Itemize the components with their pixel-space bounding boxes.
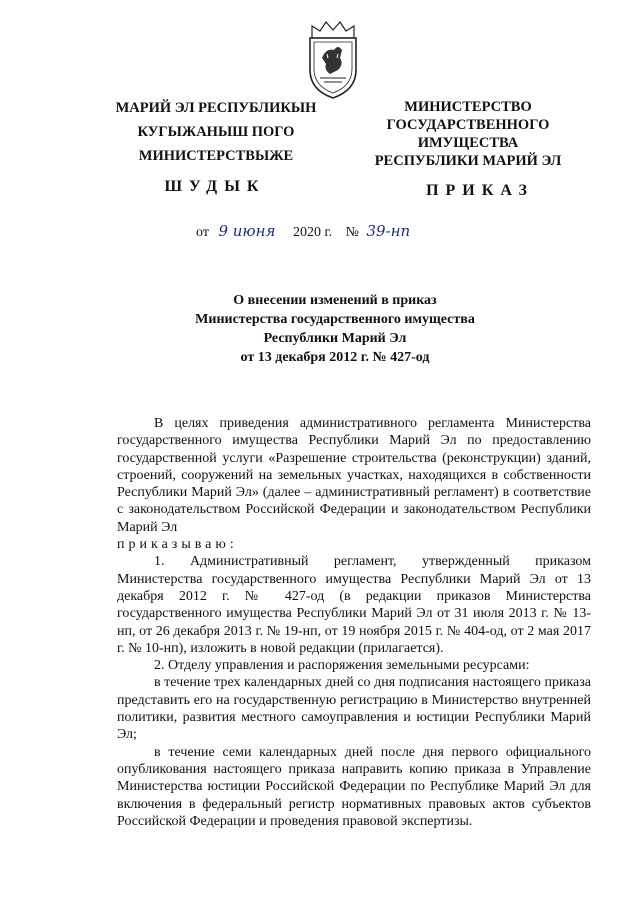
handwritten-date: 9 июня (218, 222, 276, 240)
header-left-block (100, 98, 332, 170)
paragraph-item-2: 2. Отделу управления и распоряжения земельными ресурсами: (154, 658, 530, 674)
header-right-line-4: РЕСПУБЛИКИ МАРИЙ ЭЛ (374, 153, 562, 169)
doc-type-right: ПРИКАЗ (426, 182, 534, 199)
header-right-line-1: МИНИСТЕРСТВО (404, 99, 532, 115)
paragraph-item-2-a: в течение трех календарных дней со дня подписания настоящего приказа представить его на государственную регистрацию в Министерство внутренней политики, развития местного самоуправления и юстиции Республики Марий Эл; (117, 675, 591, 743)
paragraph-item-2-b: в течение семи календарных дней после дня первого официального опубликования настоящего приказа направить копию приказа в Управление Министерства юстиции Российской Федерации по Республике Марий Эл для включения в федеральный регистр нормативных правовых актов субъектов Российской Федерации и проведения правовой экспертизы. (117, 744, 591, 829)
paragraph-item-1: 1. Административный регламент, утвержденный приказом Министерства государственного имущества Республики Марий Эл от 13 декабря 2012 г. № 427-од (в редакции приказов Министерства государственного имущества Республики Марий Эл от 31 июля 2013 г. № 13-нп, от 26 декабря 2013 г. № 19-нп, от 19 ноября 2015 г. № 404-од, от 2 мая 2017 г. № 10-нп), изложить в новой редакции (прилагается). (117, 554, 591, 656)
title-line-1: О внесении изменений в приказ (233, 293, 437, 308)
header-right-line-3: ИМУЩЕСТВА (417, 135, 519, 151)
header-left-line-2: КУГЫЖАНЫШ ПОГО (137, 124, 295, 140)
paragraph-order-word: приказываю: (117, 537, 238, 553)
date-prefix: от (196, 225, 209, 240)
coat-of-arms-emblem (304, 18, 362, 100)
doc-type-left: ШУДЫК (164, 178, 266, 195)
number-label: № (345, 225, 359, 240)
header-right-line-2: ГОСУДАРСТВЕННОГО (386, 117, 550, 133)
header-right-block (360, 98, 576, 170)
date-line (196, 222, 496, 241)
title-line-4: от 13 декабря 2012 г. № 427-од (240, 350, 430, 365)
document-body (117, 415, 591, 830)
paragraph-preamble: В целях приведения административного регламента Министерства государственного имущества Республики Марий Эл по предоставлению государственной услуги «Разрешение строительства (реконструкции) зданий, строений, сооружений на земельных участках, находящихся в собственности Республики Марий Эл» (далее – административный регламент) в соответствие с законодательством Российской Федерации и законодательством Республики Марий Эл (117, 416, 591, 535)
date-year: 2020 г. (292, 225, 333, 240)
document-title (140, 291, 530, 367)
header-left-line-3: МИНИСТЕРСТВЫЖЕ (138, 148, 294, 164)
title-line-3: Республики Марий Эл (263, 331, 407, 346)
header-left-line-1: МАРИЙ ЭЛ РЕСПУБЛИКЫН (115, 100, 317, 116)
title-line-2: Министерства государственного имущества (195, 312, 475, 327)
handwritten-number: 39-нп (366, 222, 411, 240)
